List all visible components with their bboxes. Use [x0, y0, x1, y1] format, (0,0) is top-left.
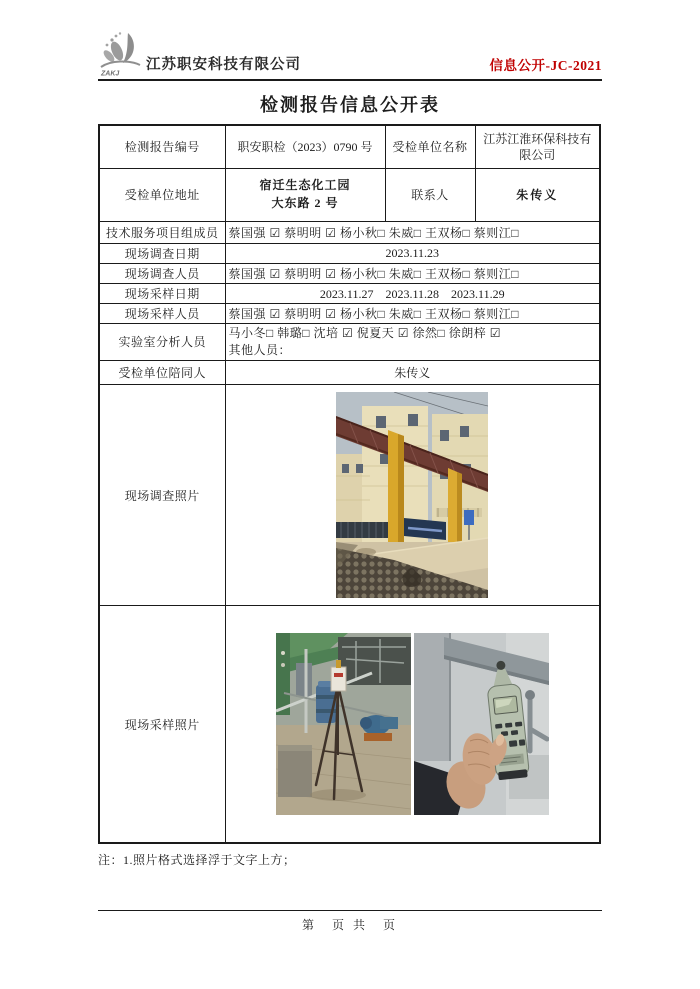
table-row: [99, 385, 600, 606]
inspected-org-label: 受检单位名称: [385, 125, 475, 168]
table-row: [99, 361, 600, 385]
sampling-staff-label: 现场采样人员: [99, 303, 225, 323]
org-address-line1: 宿迁生态化工园: [259, 178, 351, 193]
contact-value: 朱传义: [475, 168, 600, 221]
contact-label: 联系人: [385, 168, 475, 221]
lab-analysts-label: 实验室分析人员: [99, 323, 225, 361]
report-info-table: [98, 124, 601, 844]
org-address-label: 受检单位地址: [99, 168, 225, 221]
report-number-label: 检测报告编号: [99, 125, 225, 168]
sampling-photo-cell: [225, 606, 600, 843]
org-address-value: [225, 168, 385, 221]
page-title: 检测报告信息公开表: [260, 95, 440, 115]
company-name: 江苏职安科技有限公司: [146, 57, 301, 73]
page-header: [98, 0, 602, 81]
sampling-photo-label: 现场采样照片: [99, 606, 225, 843]
table-row: [99, 243, 600, 263]
table-row: [99, 323, 600, 361]
survey-date-value: 2023.11.23: [225, 243, 600, 263]
table-row: [99, 125, 600, 168]
header-brand: [98, 29, 301, 77]
footnote: 注：1.照片格式选择浮于文字上方；: [98, 852, 296, 867]
lab-analysts-value: [225, 323, 600, 361]
sampling-tripod-photo: [276, 633, 411, 815]
escort-label: 受检单位陪同人: [99, 361, 225, 385]
logo-text: ZAKJ: [101, 70, 120, 77]
sound-level-meter-photo: [414, 633, 549, 815]
org-address-line2: 大东路 2 号: [271, 195, 339, 210]
inspected-org-value: 江苏江淮环保科技有限公司: [475, 125, 600, 168]
sampling-date-label: 现场采样日期: [99, 283, 225, 303]
report-number-value: 职安职检（2023）0790 号: [225, 125, 385, 168]
table-row: [99, 606, 600, 843]
lab-analysts-line1: 马小冬□ 韩璐□ 沈培 ☑ 倪夏天 ☑ 徐然□ 徐朗梓 ☑: [228, 325, 502, 340]
survey-date-label: 现场调查日期: [99, 243, 225, 263]
table-row: [99, 168, 600, 221]
table-row: [99, 303, 600, 323]
project-team-label: 技术服务项目组成员: [99, 221, 225, 243]
company-logo-icon: [98, 29, 144, 77]
sampling-staff-value: 蔡国强 ☑ 蔡明明 ☑ 杨小秋□ 朱威□ 王双杨□ 蔡则江□: [225, 303, 600, 323]
page-number-text: 第 页 共 页: [301, 918, 398, 932]
project-team-value: 蔡国强 ☑ 蔡明明 ☑ 杨小秋□ 朱威□ 王双杨□ 蔡则江□: [225, 221, 600, 243]
survey-photo-label: 现场调查照片: [99, 385, 225, 606]
page-footer: [98, 910, 602, 933]
sampling-date-value: 2023.11.27 2023.11.28 2023.11.29: [225, 283, 600, 303]
table-row: [99, 283, 600, 303]
survey-staff-value: 蔡国强 ☑ 蔡明明 ☑ 杨小秋□ 朱威□ 王双杨□ 蔡则江□: [225, 263, 600, 283]
document-number: 信息公开-JC-2021: [489, 58, 602, 73]
table-row: [99, 221, 600, 243]
factory-entrance-photo: [336, 392, 488, 598]
survey-staff-label: 现场调查人员: [99, 263, 225, 283]
escort-value: 朱传义: [225, 361, 600, 385]
survey-photo-cell: [225, 385, 600, 606]
lab-analysts-line2: 其他人员：: [228, 342, 292, 357]
table-row: [99, 263, 600, 283]
